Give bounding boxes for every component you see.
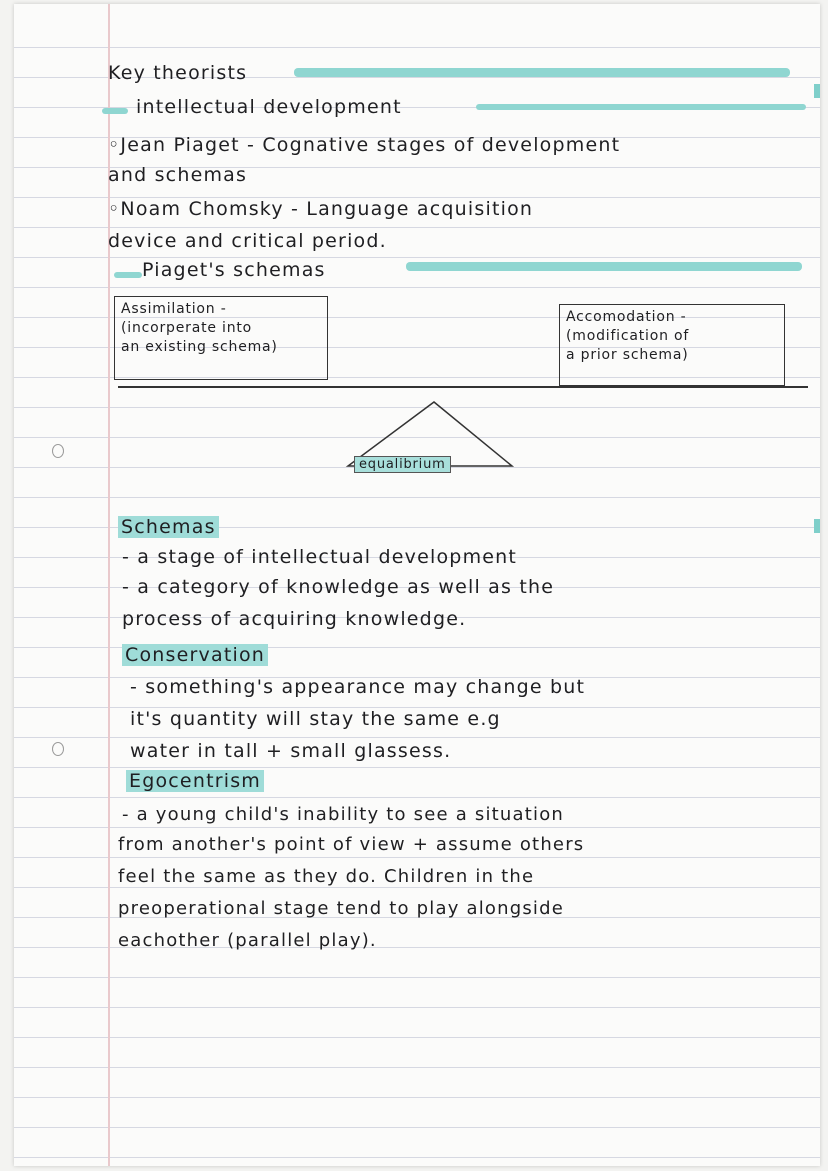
chomsky-line-2: device and critical period. <box>108 230 387 252</box>
egocentrism-def-3: feel the same as they do. Children in the <box>118 866 535 887</box>
piaget-line-2: and schemas <box>108 164 248 186</box>
piaget-line-1: ◦Jean Piaget - Cognative stages of development <box>108 134 621 156</box>
punch-hole <box>52 742 64 756</box>
accomodation-text-2: a prior schema) <box>566 347 689 363</box>
highlighter-stroke <box>406 262 802 271</box>
assimilation-text-2: an existing schema) <box>121 339 278 355</box>
schemas-def-2: - a category of knowledge as well as the <box>122 576 555 598</box>
egocentrism-heading: Egocentrism <box>126 770 264 792</box>
conservation-def-1: - something's appearance may change but <box>130 676 586 698</box>
accomodation-box <box>559 304 785 386</box>
schemas-heading: Schemas <box>118 516 219 538</box>
conservation-def-2: it's quantity will stay the same e.g <box>130 708 501 730</box>
conservation-def-3: water in tall + small glassess. <box>130 740 452 762</box>
egocentrism-def-5: eachother (parallel play). <box>118 930 377 951</box>
section-piagets-schemas: Piaget's schemas <box>142 259 326 281</box>
accomodation-text-1: (modification of <box>566 328 690 344</box>
egocentrism-def-1: - a young child's inability to see a situation <box>122 804 565 825</box>
conservation-heading: Conservation <box>122 644 268 666</box>
chomsky-line-1: ◦Noam Chomsky - Language acquisition <box>108 198 534 220</box>
notes-title: Key theorists <box>108 62 248 84</box>
highlighter-stroke <box>114 272 142 278</box>
bullet-icon: ◦ <box>108 134 121 156</box>
equilibrium-label: equalibrium <box>354 456 451 473</box>
schemas-def-3: process of acquiring knowledge. <box>122 608 467 630</box>
page-edge-tab <box>814 84 820 98</box>
section-intellectual-development: intellectual development <box>136 96 402 118</box>
assimilation-text-1: (incorperate into <box>121 320 253 336</box>
highlighter-stroke <box>102 108 128 114</box>
page-edge-tab <box>814 519 820 533</box>
bullet-icon: ◦ <box>108 198 121 220</box>
highlighter-stroke <box>294 68 790 77</box>
egocentrism-def-4: preoperational stage tend to play alongside <box>118 898 565 919</box>
assimilation-title: Assimilation - <box>121 301 227 317</box>
accomodation-title: Accomodation - <box>566 309 687 325</box>
assimilation-box <box>114 296 328 380</box>
punch-hole <box>52 444 64 458</box>
seesaw-beam <box>118 386 808 388</box>
egocentrism-def-2: from another's point of view + assume others <box>118 834 585 855</box>
notebook-page <box>14 4 820 1166</box>
schemas-def-1: - a stage of intellectual development <box>122 546 518 568</box>
highlighter-stroke <box>476 104 806 110</box>
